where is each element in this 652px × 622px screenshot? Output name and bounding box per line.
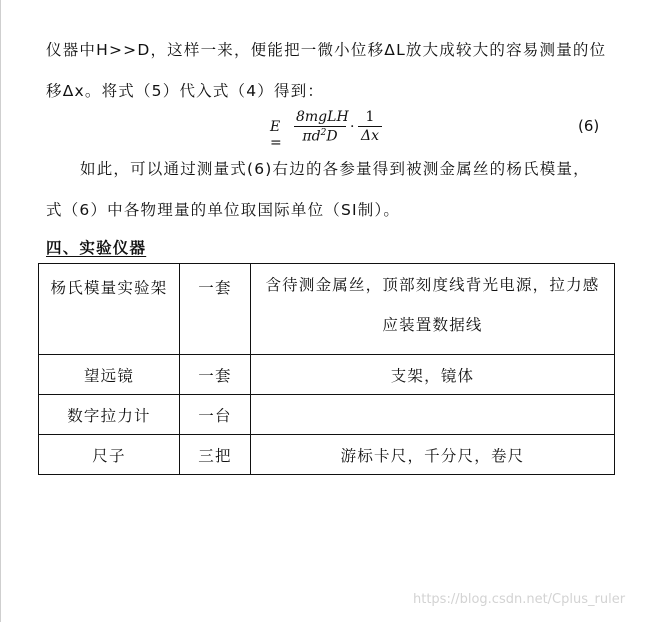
- item-name: 尺子: [39, 435, 180, 475]
- item-quantity: 一台: [180, 395, 251, 435]
- paragraph-line-4: 式（6）中各物理量的单位取国际单位（SI制）。: [46, 201, 401, 219]
- fraction-1-bar: [294, 126, 346, 127]
- item-quantity: 一套: [180, 264, 251, 355]
- item-quantity: 三把: [180, 435, 251, 475]
- den-D: D: [326, 128, 338, 145]
- equation-lhs: E =: [270, 119, 282, 151]
- paragraph-line-1: 仪器中H>>D，这样一来，便能把一微小位移ΔL放大成较大的容易测量的位: [46, 41, 607, 59]
- paragraph-line-3: 如此，可以通过测量式(6)右边的各参量得到被测金属丝的杨氏模量，: [80, 160, 590, 178]
- item-description-line-1: 含待测金属丝，顶部刻度线背光电源，拉力感: [265, 276, 600, 294]
- fraction-2-bar: [358, 126, 382, 127]
- item-name: 数字拉力计: [39, 395, 180, 435]
- fraction-1-numerator: 8mgLH: [296, 109, 349, 125]
- apparatus-table: [38, 263, 615, 475]
- item-description: 支架，镜体: [251, 355, 615, 395]
- table-row: [39, 435, 615, 475]
- fraction-2: [358, 109, 382, 144]
- fraction-1-denominator: [294, 128, 346, 145]
- den-exponent: 2: [320, 128, 327, 138]
- item-name: 望远镜: [39, 355, 180, 395]
- item-quantity: 一套: [180, 355, 251, 395]
- den-pi-d: πd: [302, 128, 321, 145]
- item-name: 杨氏模量实验架: [39, 264, 180, 355]
- fraction-2-denominator: Δx: [360, 128, 379, 144]
- table-row: [39, 264, 615, 355]
- item-description-line-2: 应装置数据线: [382, 316, 483, 334]
- item-description: 游标卡尺，千分尺，卷尺: [251, 435, 615, 475]
- fraction-2-numerator: 1: [365, 109, 375, 125]
- table-row: [39, 355, 615, 395]
- equation-number: (6): [578, 117, 600, 135]
- section-heading: 四、实验仪器: [46, 239, 147, 257]
- page-edge: [0, 0, 1, 622]
- fraction-1: [294, 109, 349, 145]
- paragraph-line-2: 移Δx。将式（5）代入式（4）得到：: [46, 82, 325, 100]
- table-row: [39, 395, 615, 435]
- multiply-dot: ·: [350, 119, 355, 135]
- item-description: [251, 395, 615, 435]
- item-description: [251, 264, 615, 355]
- watermark-url: https://blog.csdn.net/Cplus_ruler: [413, 592, 626, 607]
